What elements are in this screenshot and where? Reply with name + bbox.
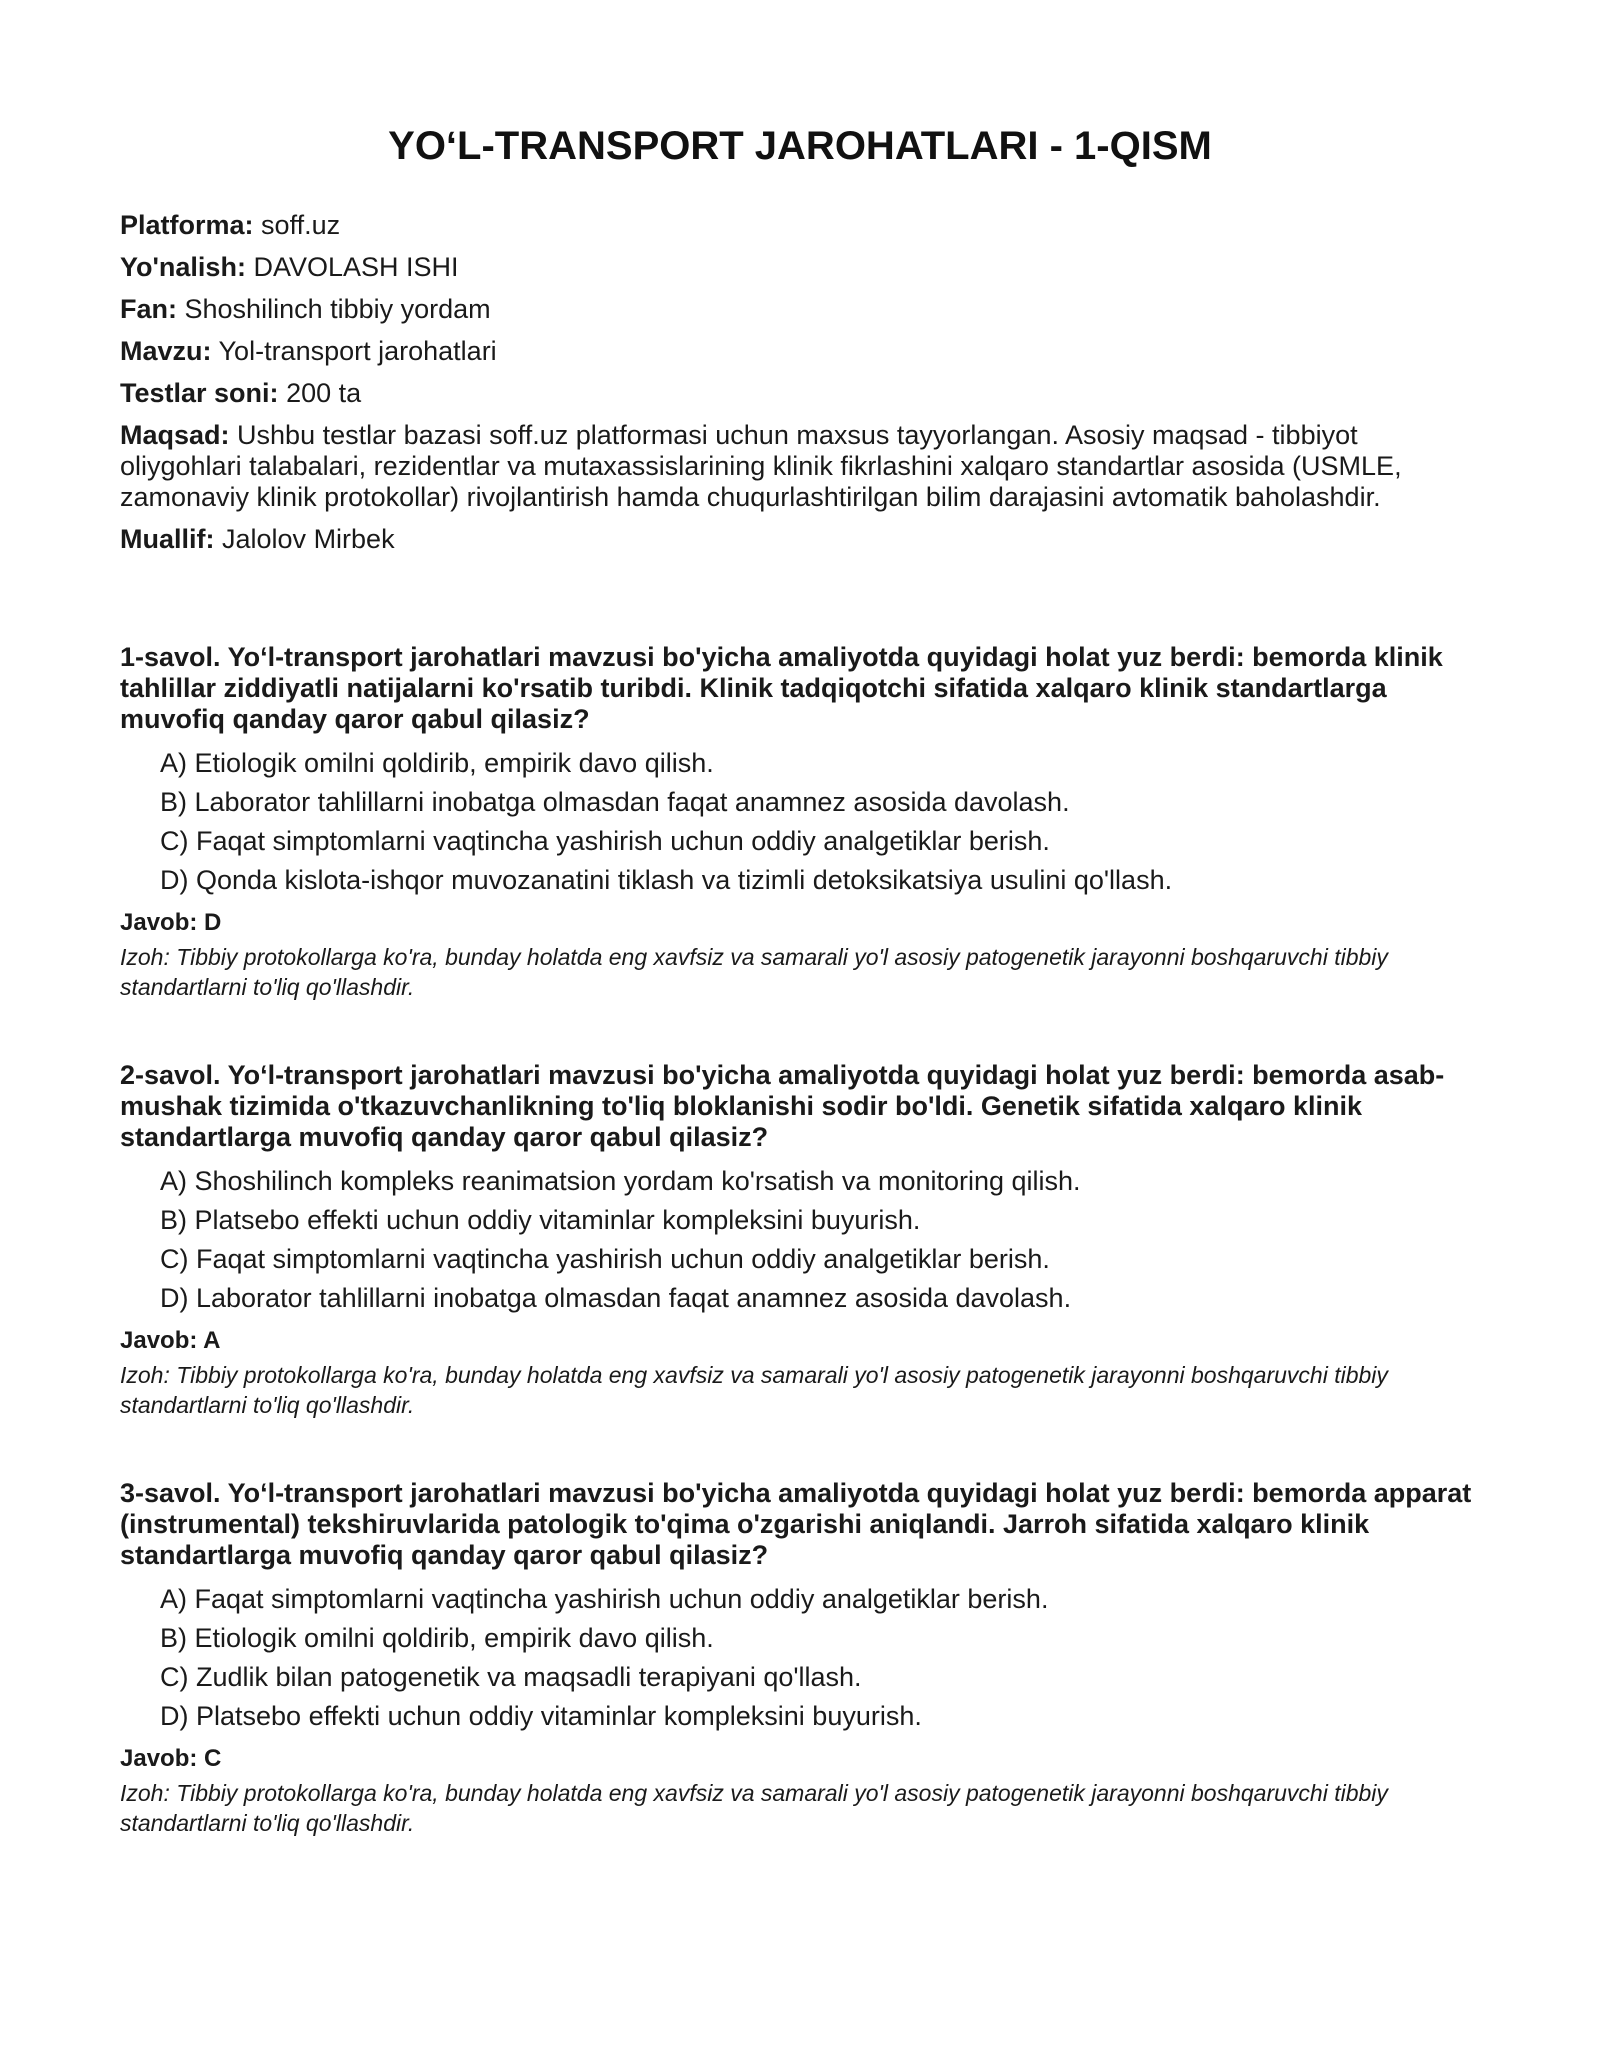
meta-test-count bbox=[120, 378, 1480, 409]
option-a: A) Etiologik omilni qoldirib, empirik davo qilish. bbox=[160, 748, 714, 778]
explanation-note: Izoh: Tibbiy protokollarga ko'ra, bunday holatda eng xavfsiz va samarali yo'l asosiy patogenetik jarayonni boshqaruvchi tibbiy standartlarni to'liq qo'llashdir. bbox=[120, 944, 1388, 1000]
meta-value: Jalolov Mirbek bbox=[222, 524, 395, 554]
meta-value: soff.uz bbox=[261, 210, 341, 240]
meta-value: Shoshilinch tibbiy yordam bbox=[184, 294, 491, 324]
document-title: YO‘L-TRANSPORT JAROHATLARI - 1-QISM bbox=[388, 124, 1212, 168]
option-c: C) Faqat simptomlarni vaqtincha yashirish uchun oddiy analgetiklar berish. bbox=[160, 826, 1050, 856]
question-3 bbox=[120, 1478, 1480, 1838]
question-text: 3-savol. Yo‘l-transport jarohatlari mavzusi bo'yicha amaliyotda quyidagi holat yuz berdi: bemorda apparat (instrumental) tekshiruvlarida patologik to'qima o'zgarishi aniqlandi. Jarroh sifatida xalqaro klinik standartlarga muvofiq qanday qaror qabul qilasiz? bbox=[120, 1478, 1472, 1570]
meta-topic bbox=[120, 336, 1480, 367]
answer-label: Javob: C bbox=[120, 1745, 222, 1772]
meta-value: Ushbu testlar bazasi soff.uz platformasi uchun maxsus tayyorlangan. Asosiy maqsad - tibbiyot oliygohlari talabalari, rezidentlar va mutaxassislarining klinik fikrlashini xalqaro standartlar asosida (USMLE, zamonaviy klinik protokollar) rivojlantirish hamda chuqurlashtirilgan bilim darajasini avtomatik baholashdir. bbox=[120, 420, 1402, 512]
meta-key: Mavzu: bbox=[120, 336, 212, 366]
meta-block bbox=[120, 210, 1480, 555]
option-c: C) Faqat simptomlarni vaqtincha yashirish uchun oddiy analgetiklar berish. bbox=[160, 1244, 1050, 1274]
meta-platform bbox=[120, 210, 1480, 241]
option-a: A) Shoshilinch kompleks reanimatsion yordam ko'rsatish va monitoring qilish. bbox=[160, 1166, 1081, 1196]
question-2 bbox=[120, 1060, 1480, 1420]
option-b: B) Platsebo effekti uchun oddiy vitaminlar kompleksini buyurish. bbox=[160, 1205, 921, 1235]
meta-purpose bbox=[120, 420, 1480, 513]
meta-author bbox=[120, 524, 1480, 555]
meta-key: Maqsad: bbox=[120, 420, 230, 450]
meta-subject bbox=[120, 294, 1480, 325]
spacer bbox=[120, 566, 1480, 642]
question-text: 2-savol. Yo‘l-transport jarohatlari mavzusi bo'yicha amaliyotda quyidagi holat yuz berdi: bemorda asab-mushak tizimida o'tkazuvchanlikning to'liq bloklanishi sodir bo'ldi. Genetik sifatida xalqaro klinik standartlarga muvofiq qanday qaror qabul qilasiz? bbox=[120, 1060, 1445, 1152]
option-b: B) Laborator tahlillarni inobatga olmasdan faqat anamnez asosida davolash. bbox=[160, 787, 1070, 817]
option-c: C) Zudlik bilan patogenetik va maqsadli terapiyani qo'llash. bbox=[160, 1662, 862, 1692]
meta-key: Testlar soni: bbox=[120, 378, 279, 408]
answer-label: Javob: D bbox=[120, 909, 222, 936]
option-d: D) Laborator tahlillarni inobatga olmasdan faqat anamnez asosida davolash. bbox=[160, 1283, 1072, 1313]
meta-value: 200 ta bbox=[286, 378, 362, 408]
question-text: 1-savol. Yo‘l-transport jarohatlari mavzusi bo'yicha amaliyotda quyidagi holat yuz berdi: bemorda klinik tahlillar ziddiyatli natijalarni ko'rsatib turibdi. Klinik tadqiqotchi sifatida xalqaro klinik standartlarga muvofiq qanday qaror qabul qilasiz? bbox=[120, 642, 1443, 734]
meta-key: Fan: bbox=[120, 294, 177, 324]
meta-value: DAVOLASH ISHI bbox=[253, 252, 459, 282]
meta-key: Muallif: bbox=[120, 524, 215, 554]
answer-label: Javob: A bbox=[120, 1327, 221, 1354]
meta-direction bbox=[120, 252, 1480, 283]
explanation-note: Izoh: Tibbiy protokollarga ko'ra, bunday holatda eng xavfsiz va samarali yo'l asosiy patogenetik jarayonni boshqaruvchi tibbiy standartlarni to'liq qo'llashdir. bbox=[120, 1362, 1388, 1418]
question-1 bbox=[120, 642, 1480, 1002]
meta-value: Yol-transport jarohatlari bbox=[218, 336, 497, 366]
meta-key: Yo'nalish: bbox=[120, 252, 246, 282]
meta-key: Platforma: bbox=[120, 210, 254, 240]
explanation-note: Izoh: Tibbiy protokollarga ko'ra, bunday holatda eng xavfsiz va samarali yo'l asosiy patogenetik jarayonni boshqaruvchi tibbiy standartlarni to'liq qo'llashdir. bbox=[120, 1780, 1388, 1836]
option-b: B) Etiologik omilni qoldirib, empirik davo qilish. bbox=[160, 1623, 714, 1653]
option-d: D) Platsebo effekti uchun oddiy vitaminlar kompleksini buyurish. bbox=[160, 1701, 922, 1731]
option-a: A) Faqat simptomlarni vaqtincha yashirish uchun oddiy analgetiklar berish. bbox=[160, 1584, 1049, 1614]
option-d: D) Qonda kislota-ishqor muvozanatini tiklash va tizimli detoksikatsiya usulini qo'llash. bbox=[160, 865, 1173, 895]
